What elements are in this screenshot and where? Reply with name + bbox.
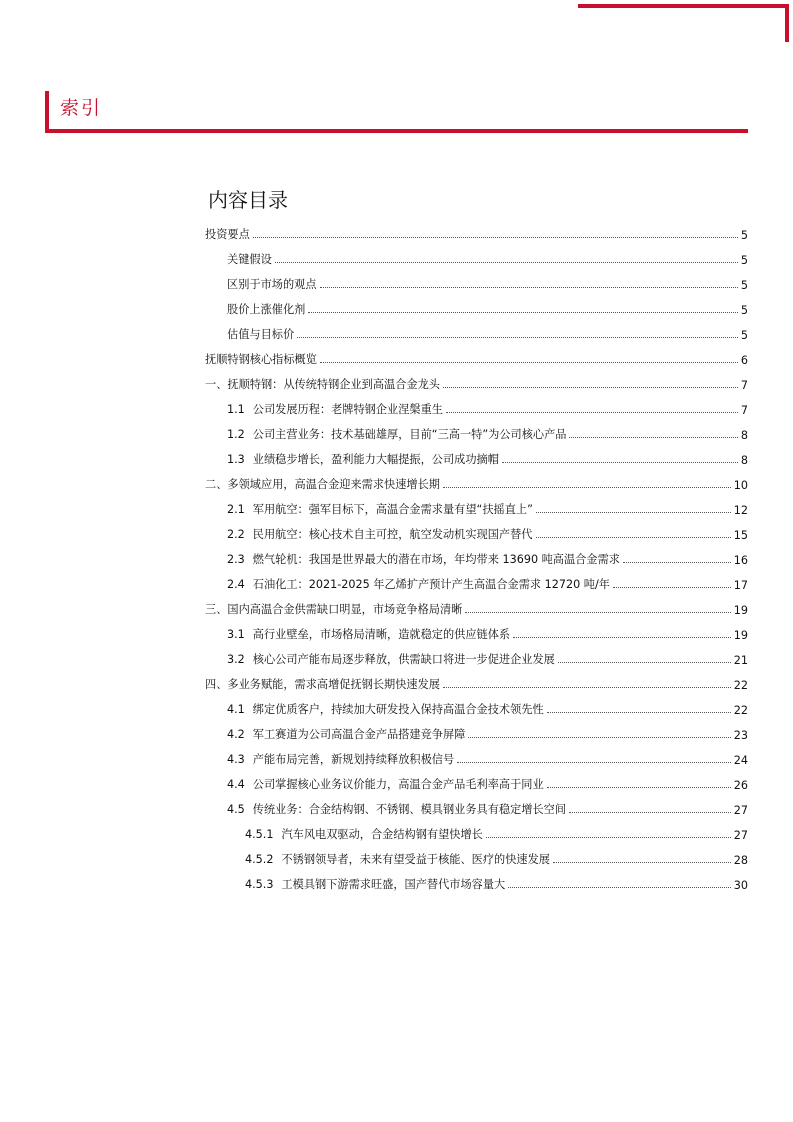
- toc-entry-number: 4.4: [227, 778, 245, 791]
- toc-entry[interactable]: [205, 418, 748, 442]
- toc-page-number: 22: [733, 704, 748, 717]
- leader-dots: [547, 711, 731, 713]
- toc-entry-text: 不锈钢领导者，未来有望受益于核能、医疗的快速发展: [281, 853, 550, 866]
- leader-dots: [502, 461, 738, 463]
- leader-dots: [468, 736, 730, 738]
- toc-page-number: 19: [733, 604, 748, 617]
- toc-entry[interactable]: [205, 393, 748, 417]
- corner-accent-horizontal: [578, 4, 789, 8]
- toc-entry[interactable]: [205, 218, 748, 242]
- leader-dots: [623, 561, 731, 563]
- toc-entry-number: 4.2: [227, 728, 245, 741]
- toc-entry-text: 核心公司产能布局逐步释放，供需缺口将进一步促进企业发展: [252, 653, 555, 666]
- leader-dots: [569, 436, 737, 438]
- toc-entry-text: 投资要点: [205, 228, 250, 241]
- toc-entry-text: 股价上涨催化剂: [227, 303, 306, 316]
- toc-page-number: 23: [733, 729, 748, 742]
- toc-page-number: 12: [733, 504, 748, 517]
- toc-entry-text: 绑定优质客户，持续加大研发投入保持高温合金技术领先性: [252, 703, 544, 716]
- leader-dots: [443, 386, 738, 388]
- toc-entry-text: 业绩稳步增长，盈利能力大幅提振，公司成功摘帽: [252, 453, 499, 466]
- toc-entry[interactable]: [205, 768, 748, 792]
- toc-page-number: 30: [733, 879, 748, 892]
- toc-entry[interactable]: [205, 468, 748, 492]
- leader-dots: [486, 836, 731, 838]
- toc-entry[interactable]: [205, 868, 748, 892]
- leader-dots: [465, 611, 730, 613]
- toc-page-number: 5: [740, 329, 748, 342]
- toc-entry[interactable]: [205, 343, 748, 367]
- leader-dots: [508, 886, 731, 888]
- toc-page-number: 10: [733, 479, 748, 492]
- leader-dots: [613, 586, 731, 588]
- toc-entry-text: 工模具钢下游需求旺盛，国产替代市场容量大: [281, 878, 506, 891]
- leader-dots: [547, 786, 731, 788]
- toc-entry-number: 4.5.1: [245, 828, 274, 841]
- toc-entry[interactable]: [205, 793, 748, 817]
- section-title: 索引: [60, 97, 103, 119]
- toc-entry-number: 2.3: [227, 553, 245, 566]
- toc-entry-text: 估值与目标价: [227, 328, 295, 341]
- leader-dots: [253, 236, 738, 238]
- toc-entry[interactable]: [205, 543, 748, 567]
- toc-entry-text: 汽车风电双驱动，合金结构钢有望快增长: [281, 828, 483, 841]
- toc-entry[interactable]: [205, 518, 748, 542]
- section-underline: [45, 129, 748, 133]
- corner-accent-vertical: [785, 4, 789, 42]
- toc-page-number: 7: [740, 404, 748, 417]
- leader-dots: [443, 486, 731, 488]
- toc-entry-text: 公司主营业务：技术基础雄厚，目前“三高一特”为公司核心产品: [252, 428, 567, 441]
- toc-entry-number: 4.1: [227, 703, 245, 716]
- toc-page-number: 8: [740, 454, 748, 467]
- toc-entry[interactable]: [205, 743, 748, 767]
- toc-entry-text: 三、国内高温合金供需缺口明显，市场竞争格局清晰: [205, 603, 463, 616]
- toc-entry[interactable]: [205, 843, 748, 867]
- leader-dots: [275, 261, 738, 263]
- toc-entry-number: 3.2: [227, 653, 245, 666]
- toc-page-number: 24: [733, 754, 748, 767]
- toc-entry-text: 公司掌握核心业务议价能力，高温合金产品毛利率高于同业: [252, 778, 544, 791]
- toc-entry[interactable]: [205, 718, 748, 742]
- toc-entry-number: 4.5.2: [245, 853, 274, 866]
- toc-entry-text: 区别于市场的观点: [227, 278, 317, 291]
- toc-page-number: 5: [740, 229, 748, 242]
- toc-page-number: 27: [733, 829, 748, 842]
- toc-entry[interactable]: [205, 293, 748, 317]
- toc-entry-number: 1.1: [227, 403, 245, 416]
- toc-entry[interactable]: [205, 443, 748, 467]
- leader-dots: [457, 761, 731, 763]
- leader-dots: [297, 336, 738, 338]
- toc-entry-number: 1.2: [227, 428, 245, 441]
- toc-entry-text: 抚顺特钢核心指标概览: [205, 353, 317, 366]
- toc-entry[interactable]: [205, 268, 748, 292]
- toc-entry-number: 3.1: [227, 628, 245, 641]
- toc-entry[interactable]: [205, 818, 748, 842]
- toc-page-number: 5: [740, 304, 748, 317]
- toc-entry-text: 民用航空：核心技术自主可控，航空发动机实现国产替代: [252, 528, 533, 541]
- toc-entry[interactable]: [205, 493, 748, 517]
- toc-entry-number: 4.5.3: [245, 878, 274, 891]
- leader-dots: [558, 661, 731, 663]
- toc-entry-number: 1.3: [227, 453, 245, 466]
- toc-entry-text: 军工赛道为公司高温合金产品搭建竞争屏障: [252, 728, 466, 741]
- toc-entry[interactable]: [205, 693, 748, 717]
- toc-page-number: 16: [733, 554, 748, 567]
- toc-entry-text: 一、抚顺特钢：从传统特钢企业到高温合金龙头: [205, 378, 440, 391]
- toc-entry[interactable]: [205, 318, 748, 342]
- leader-dots: [320, 361, 738, 363]
- toc-page-number: 17: [733, 579, 748, 592]
- toc-page-number: 5: [740, 279, 748, 292]
- toc-page-number: 8: [740, 429, 748, 442]
- toc-entry-text: 军用航空：强军目标下，高温合金需求量有望“扶摇直上”: [252, 503, 533, 516]
- leader-dots: [446, 411, 738, 413]
- leader-dots: [553, 861, 731, 863]
- toc-entry-text: 关键假设: [227, 253, 272, 266]
- toc-entry[interactable]: [205, 593, 748, 617]
- toc-page-number: 6: [740, 354, 748, 367]
- toc-entry[interactable]: [205, 668, 748, 692]
- toc-page-number: 26: [733, 779, 748, 792]
- toc-entry-text: 石油化工：2021-2025 年乙烯扩产预计产生高温合金需求 12720 吨/年: [252, 578, 610, 591]
- toc-entry[interactable]: [205, 368, 748, 392]
- toc-entry[interactable]: [205, 243, 748, 267]
- toc-entry-number: 2.1: [227, 503, 245, 516]
- toc-entry-number: 2.2: [227, 528, 245, 541]
- leader-dots: [443, 686, 731, 688]
- toc-entry-text: 二、多领域应用，高温合金迎来需求快速增长期: [205, 478, 440, 491]
- toc-page-number: 27: [733, 804, 748, 817]
- toc-entry[interactable]: [205, 618, 748, 642]
- leader-dots: [536, 536, 731, 538]
- toc-page-number: 19: [733, 629, 748, 642]
- leader-dots: [536, 511, 731, 513]
- toc-page-number: 5: [740, 254, 748, 267]
- toc-entry-text: 高行业壁垒，市场格局清晰，造就稳定的供应链体系: [252, 628, 511, 641]
- toc-page-number: 22: [733, 679, 748, 692]
- toc-page-number: 15: [733, 529, 748, 542]
- toc-entry-number: 4.3: [227, 753, 245, 766]
- toc-title: 内容目录: [208, 188, 288, 212]
- toc-entry-text: 燃气轮机：我国是世界最大的潜在市场，年均带来 13690 吨高温合金需求: [252, 553, 620, 566]
- toc-page-number: 21: [733, 654, 748, 667]
- toc-entry[interactable]: [205, 568, 748, 592]
- toc-entry-number: 2.4: [227, 578, 245, 591]
- toc-page-number: 28: [733, 854, 748, 867]
- toc-entry[interactable]: [205, 643, 748, 667]
- leader-dots: [320, 286, 738, 288]
- toc-entry-text: 公司发展历程：老牌特钢企业涅槃重生: [252, 403, 443, 416]
- toc-page-number: 7: [740, 379, 748, 392]
- toc-entry-number: 4.5: [227, 803, 245, 816]
- toc-entry-text: 传统业务：合金结构钢、不锈钢、模具钢业务具有稳定增长空间: [252, 803, 567, 816]
- leader-dots: [569, 811, 731, 813]
- toc-entry-text: 产能布局完善，新规划持续释放积极信号: [252, 753, 455, 766]
- leader-dots: [308, 311, 738, 313]
- leader-dots: [513, 636, 731, 638]
- section-title-bar: [45, 91, 49, 133]
- toc-entry-text: 四、多业务赋能，需求高增促抚钢长期快速发展: [205, 678, 440, 691]
